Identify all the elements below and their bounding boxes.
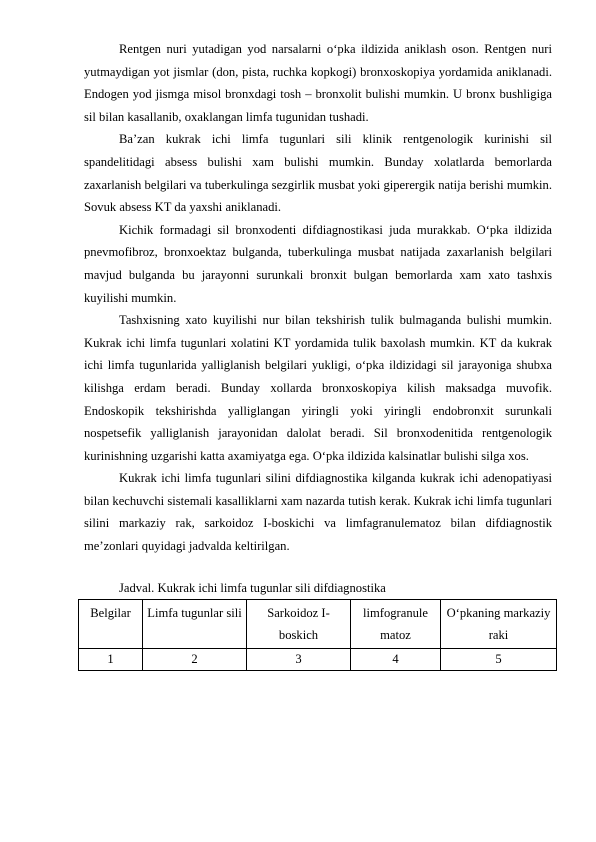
header-cell: limfogranule matoz: [351, 599, 441, 648]
paragraph-2: Ba’zan kukrak ichi limfa tugunlari sili klinik rentgenologik kurinishi sil spandelitidagi absess bulishi xam bulishi mumkin. Bunday xolatlarda bemorlarda zaxarlanish belgilari va tuberkulinga sezgirlik musbat yoki giperergik natija berishi mumkin. Sovuk absess KT da yaxshi aniklanadi.: [84, 132, 552, 215]
header-cell: O‘pkaning markaziy raki: [441, 599, 557, 648]
paragraph-5: Kukrak ichi limfa tugunlari silini difdiagnostika kilganda kukrak ichi adenopatiyasi bilan kechuvchi sistemali kasalliklarni xam nazarda tutish kerak. Kukrak ichi limfa tugunlari silini markaziy rak, sarkoidoz I-boskichi va limfagranulematoz bilan difdiagnostik me’zonlari quyidagi jadvalda keltirilgan.: [84, 471, 552, 554]
paragraph-1: Rentgen nuri yutadigan yod narsalarni o‘pka ildizida aniklash oson. Rentgen nuri yutmaydigan yot jismlar (don, pista, ruchka kopkogi) bronxoskopiya yordamida aniklanadi. Endogen yod jismga misol bronxdagi tosh – bronxolit bulishi mumkin. U bronx bushligiga sil bilan kasallanib, oxaklangan limfa tugunidan tushadi.: [84, 42, 552, 124]
table-cell: 5: [441, 648, 557, 670]
diagnostics-table: [78, 599, 557, 671]
table-header-row: [79, 599, 557, 648]
table-cell: 4: [351, 648, 441, 670]
table-row: [79, 648, 557, 670]
paragraph-3: Kichik formadagi sil bronxodenti difdiagnostikasi juda murakkab. O‘pka ildizida pnevmofibroz, bronxoektaz bulganda, tuberkulinga musbat natijada zaxarlanish belgilari mavjud bulganda bu jarayonni surunkali bronxit bulgan bemorlarda xam xato tashxis kuyilishi mumkin.: [84, 222, 552, 305]
table-caption: Jadval. Kukrak ichi limfa tugunlar sili difdiagnostika: [119, 580, 386, 595]
table-cell: 3: [247, 648, 351, 670]
table-cell: 2: [143, 648, 247, 670]
table-cell: 1: [79, 648, 143, 670]
paragraph-4: Tashxisning xato kuyilishi nur bilan tekshirish tulik bulmaganda bulishi mumkin. Kukrak ichi limfa tugunlari xolatini KT yordamida tulik baxolash mumkin. KT da kukrak ichi limfa tugunlarida yalliglanish belgilari yukligi, o‘pka ildizidagi sil jarayoniga shubxa kilishga erdam beradi. Bunday xollarda bronxoskopiya kilish maksadga muvofik. Endoskopik tekshirishda yalliglangan yiringli yoki yiringli endobronxit surunkali nospetsefik yalliglanish jarayonidan dalolat beradi. Sil bronxodenitida rentgenologik kurinishning uzgarishi katta axamiyatga ega. O‘pka ildizida kalsinatlar bulishi silga xos.: [84, 313, 552, 463]
document-page: [84, 38, 552, 671]
header-cell: Limfa tugunlar sili: [143, 599, 247, 648]
header-cell: Belgilar: [79, 599, 143, 648]
header-cell: Sarkoidoz I-boskich: [247, 599, 351, 648]
